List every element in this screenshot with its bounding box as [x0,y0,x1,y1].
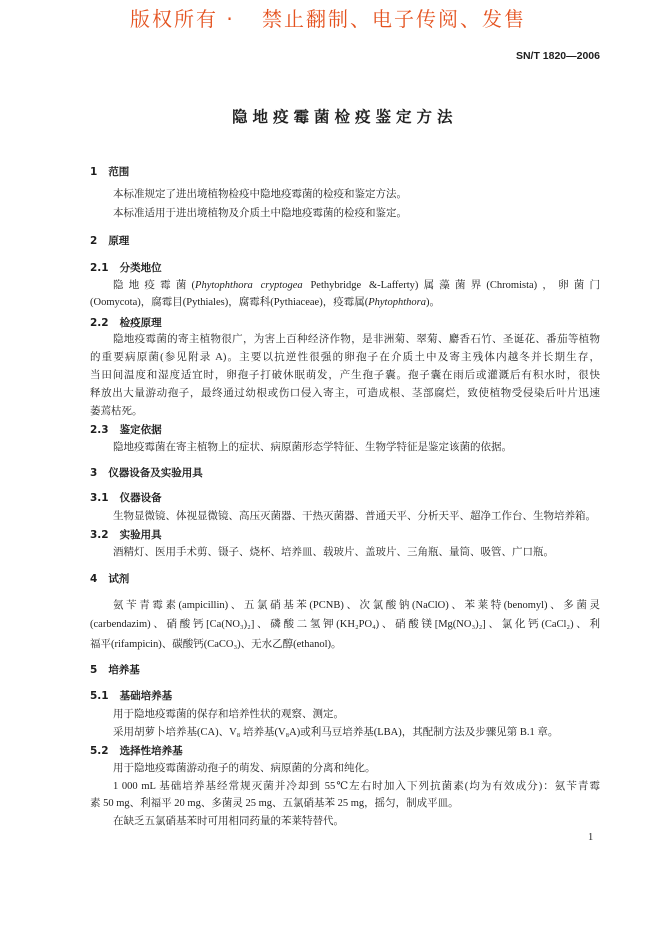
paragraph-line: 素 50 mg、利福平 20 mg、多菌灵 25 mg、五氯硝基苯 25 mg，摇匀，制成平皿。 [90,798,459,809]
paragraph-line: 当田间温度和湿度适宜时，卵孢子打破休眠萌发，产生孢子囊。孢子囊在雨后或灌溉后有积水时，很快 [90,370,600,381]
paragraph-line [90,295,600,311]
section-title: 鉴定依据 [119,424,162,436]
section-heading-5 [90,662,140,678]
section-title: 培养基 [108,664,140,676]
paragraph-line: 隐地疫霉菌的寄主植物很广，为害上百种经济作物，是非洲菊、翠菊、麝香石竹、圣诞花、番茄等植物 [113,334,600,345]
paragraph-line: (carbendazim)、硝酸钙[Ca(NO₃)₂]、磷酸二氢钾(KH₂PO₄)、硝酸镁[Mg(NO₃)₂]、氯化钙(CaCl₂)、利 [90,619,600,630]
section-number: 5.1 [90,690,109,702]
text-segment: Pethybridge &-Lafferty)属藻菌界(Chromista)，卵菌门 [302,280,600,291]
subsection-heading-2-3 [90,422,162,438]
section-number: 2 [90,235,98,247]
paragraph-line: 生物显微镜、体视显微镜、高压灭菌器、干热灭菌器、普通天平、分析天平、超净工作台、生物培养箱。 [113,511,596,522]
paragraph-line: 萎蔫枯死。 [90,406,143,417]
copyright-watermark-part1: 版权所有 · [130,7,235,31]
subsection-heading-5-2 [90,743,183,759]
section-title: 试剂 [108,573,130,585]
subsection-heading-3-2 [90,527,162,543]
page-number: 1 [588,832,594,843]
section-title: 选择性培养基 [119,745,183,757]
paragraph-line: 福平(rifampicin)、碳酸钙(CaCO₃)、无水乙醇(ethanol)。 [90,639,342,650]
section-title: 仪器设备 [119,492,162,504]
paragraph-line: 用于隐地疫霉菌的保存和培养性状的观察、测定。 [113,709,344,720]
text-segment: 隐地疫霉菌( [113,280,196,291]
paragraph-line: 氨苄青霉素(ampicillin)、五氯硝基苯(PCNB)、次氯酸钠(NaClO)、苯莱特(benomyl)、多菌灵 [113,600,600,611]
standard-number: SN/T 1820—2006 [515,50,600,62]
species-name-italic: Phytophthora cryptogea [195,280,303,291]
paragraph-line [113,278,600,294]
section-number: 3.2 [90,529,109,541]
paragraph-line: 的重要病原菌(参见附录 A)。主要以抗逆性很强的卵孢子在介质土中及寄主残体内越冬并长期生存， [90,352,600,363]
section-number: 5.2 [90,745,109,757]
paragraph-line: 在缺乏五氯硝基苯时可用相同药量的苯莱特替代。 [113,816,344,827]
section-title: 基础培养基 [119,690,173,702]
section-title: 分类地位 [119,262,162,274]
section-number: 2.1 [90,262,109,274]
text-segment: )。 [425,297,440,308]
section-heading-3 [90,465,203,481]
document-title: 隐地疫霉菌检疫鉴定方法 [232,108,458,126]
section-number: 4 [90,573,98,585]
paragraph-line: 隐地疫霉菌在寄主植物上的症状、病原菌形态学特征、生物学特征是鉴定该菌的依据。 [113,442,512,453]
subsection-heading-5-1 [90,688,172,704]
section-number: 1 [90,166,98,178]
section-number: 5 [90,664,98,676]
paragraph-line: 释放出大量游动孢子，最终通过幼根或伤口侵入寄主，可造成根、茎部腐烂，致使植物受侵染后叶片迅速 [90,388,600,399]
section-title: 仪器设备及实验用具 [108,467,203,479]
subsection-heading-2-1 [90,260,162,276]
copyright-watermark-part2: 禁止翻制、电子传阅、发售 [262,7,526,31]
paragraph-line: 采用胡萝卜培养基(CA)、V₈ 培养基(V₈A)或利马豆培养基(LBA)，其配制方法及步骤见第 B.1 章。 [113,727,559,738]
section-number: 3.1 [90,492,109,504]
section-title: 原理 [108,235,130,247]
genus-name-italic: Phytophthora [368,297,426,308]
section-heading-4 [90,571,129,587]
subsection-heading-2-2 [90,315,162,331]
paragraph-line: 用于隐地疫霉菌游动孢子的萌发、病原菌的分离和纯化。 [113,763,376,774]
paragraph-line: 1 000 mL 基础培养基经常规灭菌并冷却到 55℃左右时加入下列抗菌素(均为有效成分)：氨苄青霉 [113,781,600,792]
section-number: 2.3 [90,424,109,436]
paragraph-line: 酒精灯、医用手术剪、镊子、烧杯、培养皿、载玻片、盖玻片、三角瓶、量筒、吸管、广口瓶。 [113,547,554,558]
section-heading-2 [90,233,129,249]
section-number: 2.2 [90,317,109,329]
section-title: 检疫原理 [119,317,162,329]
subsection-heading-3-1 [90,490,162,506]
section-heading-1 [90,164,129,180]
paragraph-line: 本标准适用于进出境植物及介质土中隐地疫霉菌的检疫和鉴定。 [113,208,407,219]
section-title: 范围 [108,166,130,178]
section-title: 实验用具 [119,529,162,541]
paragraph-line: 本标准规定了进出境植物检疫中隐地疫霉菌的检疫和鉴定方法。 [113,189,407,200]
text-segment: (Oomycota)，腐霉目(Pythiales)，腐霉科(Pythiaceae)，疫霉属( [90,297,369,308]
section-number: 3 [90,467,98,479]
